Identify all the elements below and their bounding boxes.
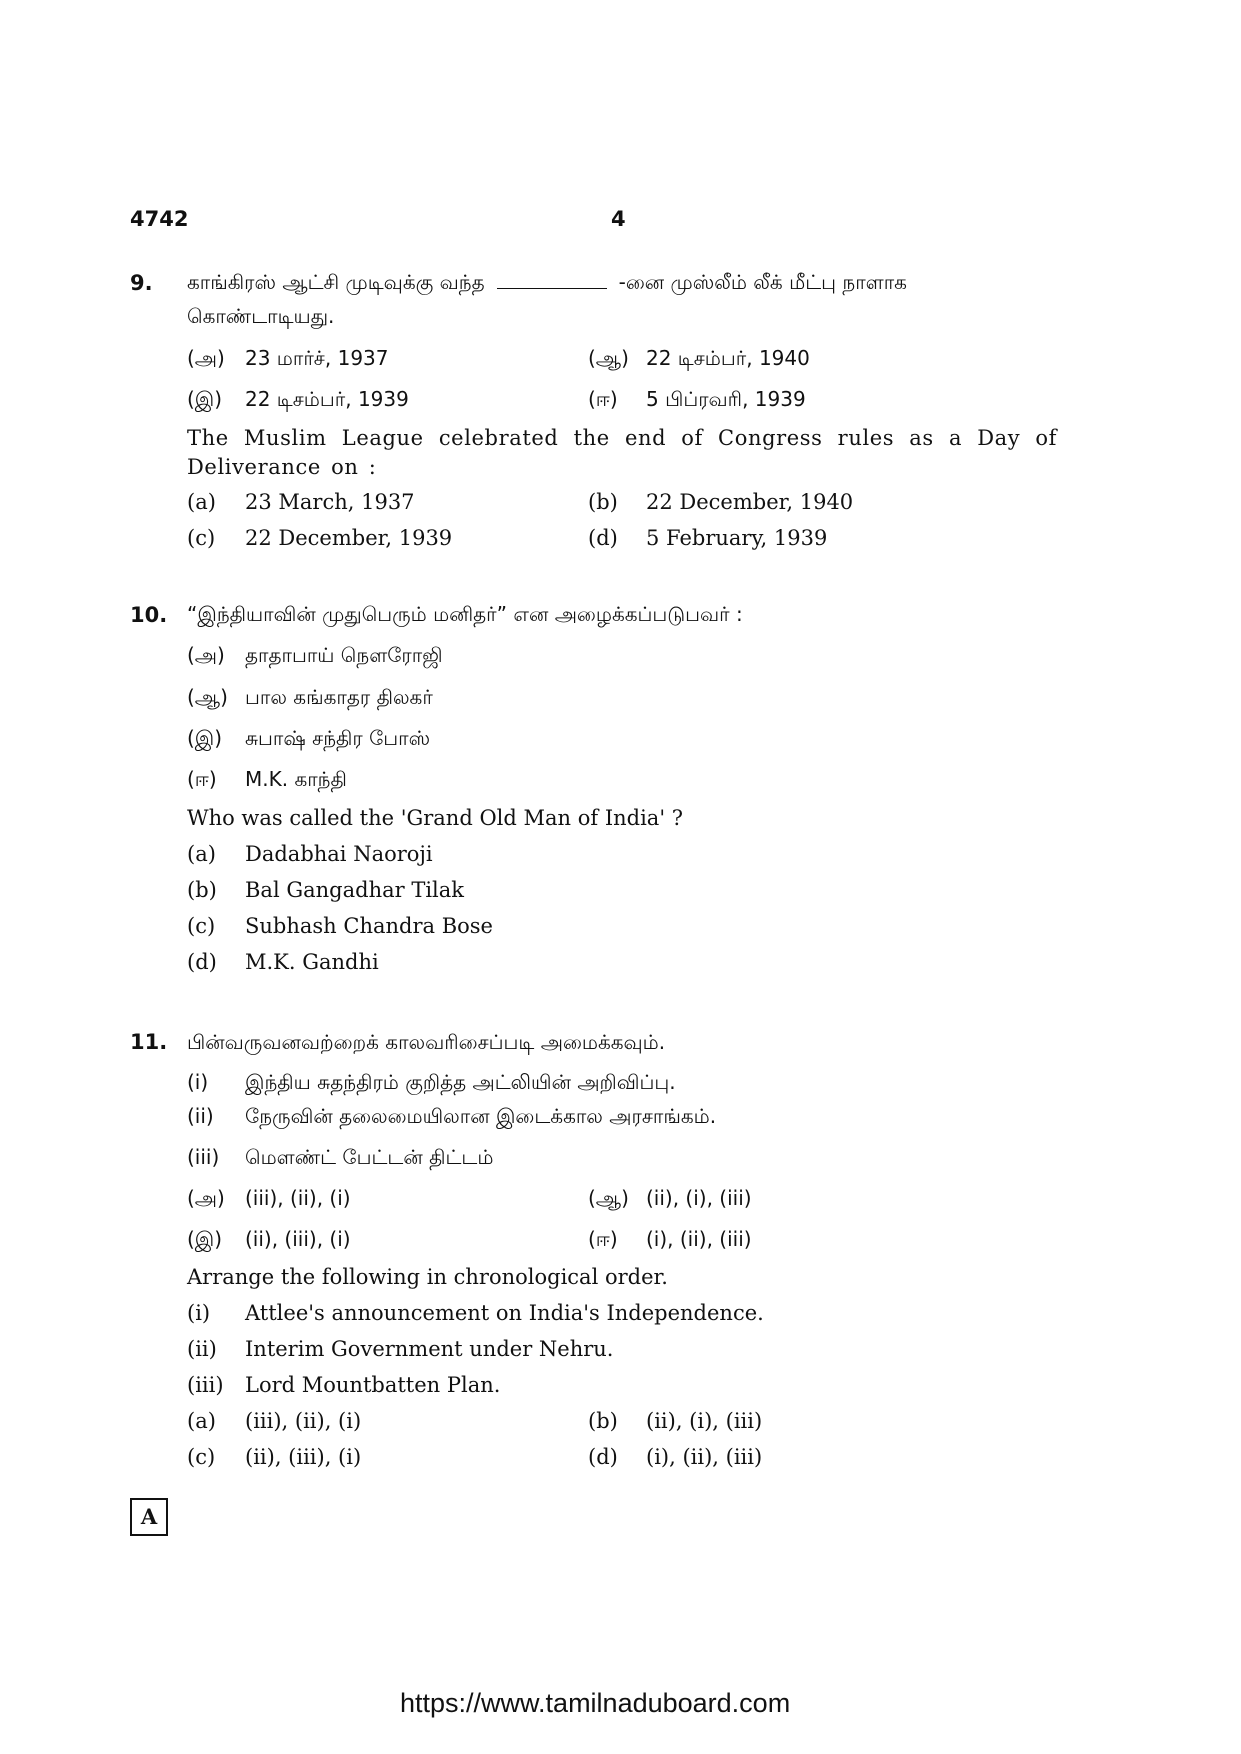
option-label: (c) — [187, 914, 216, 938]
question-number: 9. — [130, 271, 153, 295]
option-label: (ஈ) — [588, 387, 618, 411]
option-text: (iii), (ii), (i) — [245, 1186, 351, 1210]
question-text-tamil: “இந்தியாவின் முதுபெரும் மனிதர்” என அழைக்கப்படுபவர் : — [187, 602, 743, 626]
option-tamil — [187, 726, 430, 753]
item-text: Lord Mountbatten Plan. — [245, 1373, 501, 1397]
option-tamil — [187, 643, 443, 670]
question-number: 11. — [130, 1030, 168, 1054]
option-label: (d) — [588, 526, 618, 550]
paper-code: 4742 — [130, 207, 189, 231]
option-tamil — [588, 1227, 752, 1254]
option-label: (ஆ) — [588, 1186, 629, 1210]
option-english — [187, 878, 464, 902]
option-text: தாதாபாய் நௌரோஜி — [245, 643, 443, 667]
question-text-tamil: பின்வருவனவற்றைக் காலவரிசைப்படி அமைக்கவும். — [187, 1030, 666, 1054]
option-label: (இ) — [187, 387, 223, 411]
option-label: (b) — [187, 878, 217, 902]
version-box: A — [130, 1498, 168, 1536]
option-text: M.K. காந்தி — [245, 767, 347, 791]
option-label: (அ) — [187, 1186, 225, 1210]
option-label: (b) — [588, 1409, 618, 1433]
option-text: 5 பிப்ரவரி, 1939 — [646, 387, 806, 411]
item-text: நேருவின் தலைமையிலான இடைக்கால அரசாங்கம். — [245, 1104, 717, 1128]
option-tamil — [588, 1186, 752, 1213]
question-text-part: -னை முஸ்லீம் லீக் மீட்பு நாளாக — [618, 270, 907, 294]
option-label: (ஆ) — [187, 685, 228, 709]
option-text: Dadabhai Naoroji — [245, 842, 433, 866]
option-label: (a) — [187, 842, 216, 866]
question-text-tamil-line2: கொண்டாடியது. — [187, 304, 335, 328]
list-item-english — [187, 1373, 500, 1397]
item-text: Interim Government under Nehru. — [245, 1337, 614, 1361]
option-label: (b) — [588, 490, 618, 514]
list-item-english — [187, 1337, 613, 1361]
option-english — [187, 914, 493, 938]
option-text: 22 December, 1940 — [646, 490, 854, 514]
option-tamil — [187, 346, 389, 373]
question-text-english: The Muslim League celebrated the end of Congress rules as a Day of Deliverance on : — [187, 426, 1057, 479]
option-label: (d) — [187, 950, 217, 974]
option-label: (ஈ) — [588, 1227, 618, 1251]
option-text: (iii), (ii), (i) — [245, 1409, 362, 1433]
option-label: (d) — [588, 1445, 618, 1469]
option-tamil — [187, 685, 433, 712]
list-item-tamil — [187, 1070, 676, 1097]
option-text: சுபாஷ் சந்திர போஸ் — [245, 726, 431, 750]
option-text: (ii), (iii), (i) — [245, 1445, 362, 1469]
option-english — [187, 842, 433, 866]
question-number: 10. — [130, 603, 168, 627]
item-label: (iii) — [187, 1145, 220, 1169]
option-tamil — [187, 767, 347, 794]
option-text: 22 December, 1939 — [245, 526, 453, 550]
option-label: (a) — [187, 1409, 216, 1433]
option-label: (c) — [187, 526, 216, 550]
question-text-tamil — [187, 270, 907, 297]
option-english — [187, 526, 452, 550]
item-label: (iii) — [187, 1373, 224, 1397]
question-text-english: Arrange the following in chronological order. — [187, 1265, 668, 1289]
option-text: (ii), (i), (iii) — [646, 1186, 752, 1210]
website-url[interactable]: https://www.tamilnaduboard.com — [400, 1688, 791, 1718]
option-english — [588, 1409, 762, 1433]
option-label: (இ) — [187, 1227, 223, 1251]
option-text: (ii), (i), (iii) — [646, 1409, 763, 1433]
option-text: (i), (ii), (iii) — [646, 1445, 763, 1469]
item-text: மௌண்ட் பேட்டன் திட்டம் — [245, 1145, 494, 1169]
list-item-english — [187, 1301, 764, 1325]
option-text: 5 February, 1939 — [646, 526, 828, 550]
item-label: (i) — [187, 1301, 211, 1325]
option-text: 23 மார்ச், 1937 — [245, 346, 389, 370]
option-text: (ii), (iii), (i) — [245, 1227, 351, 1251]
question-text-part: காங்கிரஸ் ஆட்சி முடிவுக்கு வந்த — [187, 270, 485, 294]
option-text: Subhash Chandra Bose — [245, 914, 493, 938]
option-tamil — [588, 387, 806, 414]
option-tamil — [187, 1227, 351, 1254]
option-label: (a) — [187, 490, 216, 514]
option-label: (c) — [187, 1445, 216, 1469]
page-number: 4 — [611, 207, 626, 231]
option-tamil — [187, 1186, 351, 1213]
option-english — [187, 490, 415, 514]
option-label: (அ) — [187, 643, 225, 667]
option-text: (i), (ii), (iii) — [646, 1227, 752, 1251]
option-label: (ஈ) — [187, 767, 217, 791]
answer-blank — [497, 274, 607, 289]
list-item-tamil — [187, 1145, 493, 1172]
item-label: (i) — [187, 1070, 209, 1094]
option-text: Bal Gangadhar Tilak — [245, 878, 465, 902]
item-label: (ii) — [187, 1104, 214, 1128]
option-text: 22 டிசம்பர், 1940 — [646, 346, 810, 370]
item-label: (ii) — [187, 1337, 217, 1361]
option-english — [588, 1445, 762, 1469]
option-english — [588, 490, 853, 514]
option-label: (ஆ) — [588, 346, 629, 370]
option-tamil — [187, 387, 409, 414]
option-text: 22 டிசம்பர், 1939 — [245, 387, 409, 411]
option-english — [187, 950, 379, 974]
item-text: Attlee's announcement on India's Independence. — [245, 1301, 764, 1325]
option-text: M.K. Gandhi — [245, 950, 379, 974]
option-label: (அ) — [187, 346, 225, 370]
item-text: இந்திய சுதந்திரம் குறித்த அட்லியின் அறிவிப்பு. — [245, 1070, 676, 1094]
list-item-tamil — [187, 1104, 716, 1131]
option-tamil — [588, 346, 810, 373]
option-english — [187, 1445, 361, 1469]
option-english — [187, 1409, 361, 1433]
option-english — [588, 526, 827, 550]
option-label: (இ) — [187, 726, 223, 750]
question-text-english: Who was called the 'Grand Old Man of India' ? — [187, 806, 684, 830]
option-text: 23 March, 1937 — [245, 490, 415, 514]
option-text: பால கங்காதர திலகர் — [245, 685, 433, 709]
